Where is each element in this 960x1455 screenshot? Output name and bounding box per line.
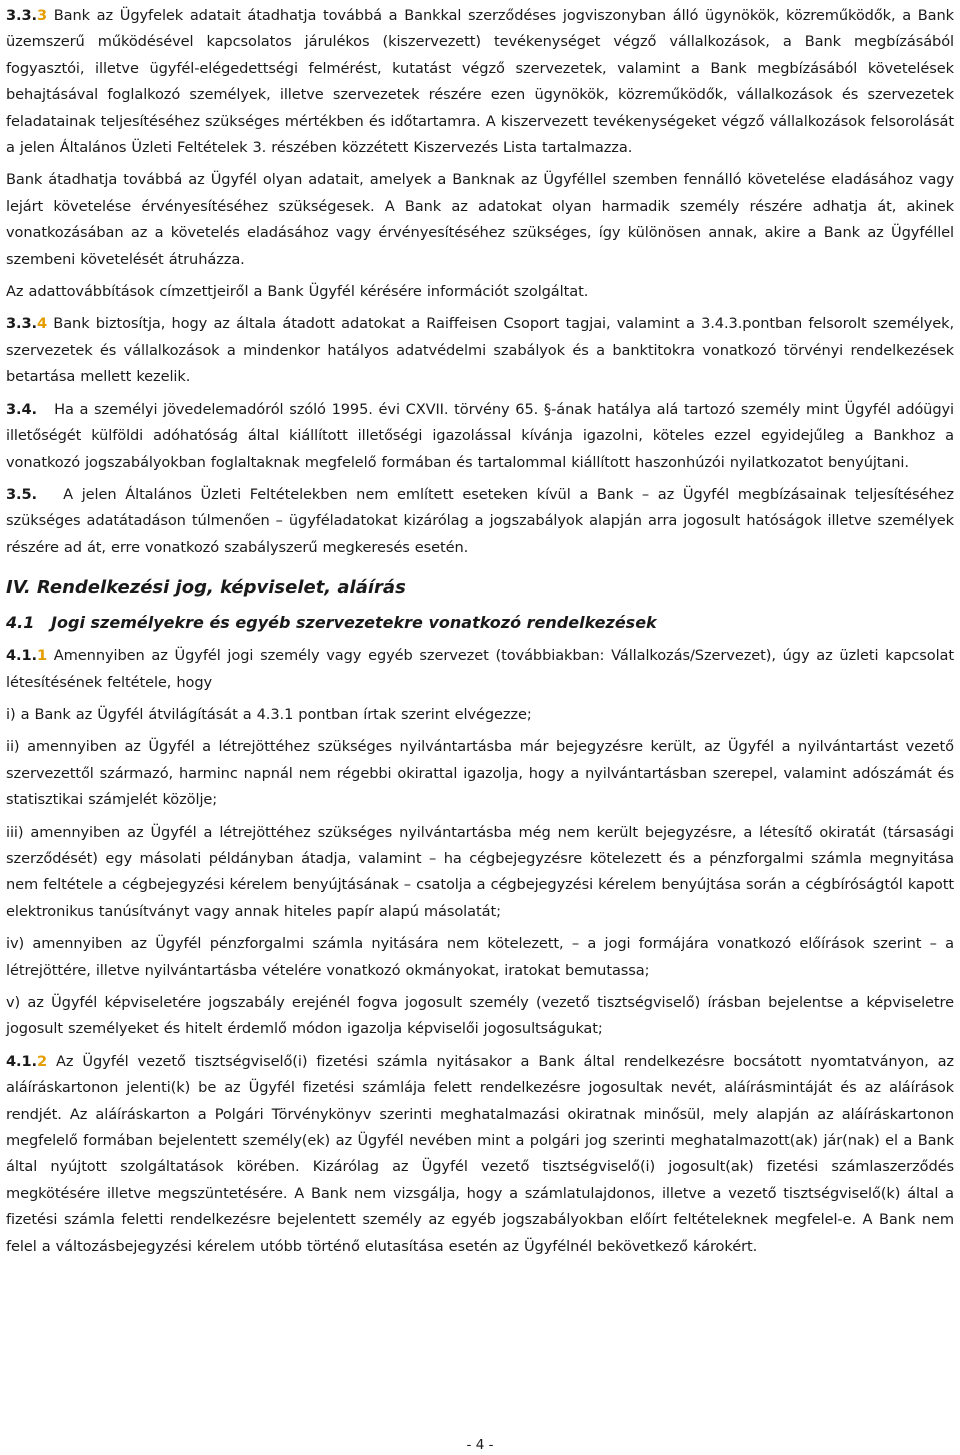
section-number-suffix: 2: [37, 1052, 48, 1070]
list-item-ii: [6, 734, 954, 813]
paragraph-text: Ha a személyi jövedelemadóról szóló 1995. évi CXVII. törvény 65. §-ának hatálya alá tartozó személy mint Ügyfél adóügyi illetőségét külföldi adóhatóság által kiállított illetőségi igazolással kívánja igazolni, köteles ezzel egyidejűleg a Bankhoz a vonatkozó jogszabályokban foglaltaknak megfelelő formában és tartalommal kiállított haszonhúzói nyilatkozatot benyújtani.: [6, 400, 960, 471]
paragraph-4-1-2: [6, 1049, 954, 1260]
list-item-i: [6, 702, 954, 728]
paragraph-3-4: [6, 397, 960, 476]
list-item-text: iii) amennyiben az Ügyfél a létrejöttéhez szükséges nyilvántartásba még nem került bejegyzésre, a létesítő okiratát (társasági szerződését) egy másolati példányban átadja, valamint – ha cégbejegyzésre kötelezett és a pénzforgalmi számla megnyitása nem feltétele a cégbejegyzési kérelem benyújtásának – csatolja a cégbejegyzési kérelem benyújtása során a cégbíróságtól kapott elektronikus tanúsítványt vagy annak hiteles papír alapú másolatát;: [6, 823, 954, 920]
list-item-iv: [6, 931, 954, 984]
page-number: - 4 -: [466, 1437, 494, 1453]
chapter-heading-iv: IV. Rendelkezési jog, képviselet, aláírás: [6, 577, 406, 599]
paragraph-text: Az adattovábbítások címzettjeiről a Bank Ügyfél kérésére információt szolgáltat.: [6, 283, 589, 301]
paragraph-recipients-info: [6, 279, 954, 305]
paragraph-text: Bank biztosítja, hogy az általa átadott adatokat a Raiffeisen Csoport tagjai, valamint a 3.4.3.pontban felsorolt személyek, szervezetek és vállalkozások a mindenkor hatályos adatvédelmi szabályok és a banktitokra vonatkozó törvényi rendelkezések betartása mellett kezelik.: [6, 315, 954, 386]
section-number: 3.3.: [6, 7, 37, 24]
list-item-text: i) a Bank az Ügyfél átvilágítását a 4.3.1 pontban írtak szerint elvégezze;: [6, 705, 532, 723]
section-title: Jogi személyekre és egyéb szervezetekre vonatkozó rendelkezések: [34, 613, 657, 633]
section-number: 4.1.: [6, 1052, 37, 1070]
section-number: 3.5.: [6, 485, 37, 503]
paragraph-text: Az Ügyfél vezető tisztségviselő(i) fizetési számla nyitásakor a Bank által rendelkezésre bocsátott nyomtatványon, az aláíráskartonon jelenti(k) be az Ügyfél fizetési számlája felett rendelkezésre jogosultak nevét, aláírásmintáját és az aláírások rendjét. Az aláíráskarton a Polgári Törvénykönyv szerinti meghatalmazási okiratnak minősül, mely alapján az aláíráskartonon megfelelő formában bejelentett személy(ek) az Ügyfél nevében mint a polgári jog szerinti meghatalmazott(ak) jár(nak) el a Bank által nyújtott szolgáltatások körében. Kizárólag az Ügyfél vezető tisztségviselő(i) jogosult(ak) fizetési számlaszerződés megkötésére illetve megszüntetésére. A Bank nem vizsgálja, hogy a számlatulajdonos, illetve a vezető tisztségviselő(k) által a fizetési számla feletti rendelkezésre bejelentett személy az egyéb jogszabályokban előírt feltételeknek megfelel-e. A Bank nem felel a változásbejegyzési kérelem utóbb történő elutasítása esetén az Ügyfélnél bekövetkező károkért.: [6, 1052, 954, 1255]
paragraph-text: Bank az Ügyfelek adatait átadhatja továbbá a Bankkal szerződéses jogviszonyban álló ügynökök, közreműködők, a Bank üzemszerű működésével kapcsolatos járulékos (kiszervezett) tevékenységet végző vállalkozások, a Bank megbízásából fogyasztói, illetve ügyfél-elégedettségi felmérést, kutatást végző szervezetek, valamint a Bank megbízásából követelések behajtásával foglalkozó személyek, illetve szervezetek részére ezen ügynökök, közreműködők, vállalkozások és szervezetek feladatainak teljesítéséhez szükséges mértékben és időtartamra. A kiszervezett tevékenységeket végző vállalkozások felsorolását a jelen Általános Üzleti Feltételek 3. részében közzétett Kiszervezés Lista tartalmazza.: [6, 7, 954, 157]
paragraph-claims-transfer: [6, 167, 954, 273]
list-item-text: v) az Ügyfél képviseletére jogszabály erejénél fogva jogosult személy (vezető tisztségviselő) írásban bejelentse a képviseletre jogosult személyeket és hitelt érdemlő módon igazolja képviselői jogosultságukat;: [6, 994, 954, 1038]
section-number: 3.4.: [6, 400, 37, 418]
paragraph-3-5: [6, 482, 960, 561]
paragraph-3-3-3: [6, 3, 954, 161]
paragraph-text: Amennyiben az Ügyfél jogi személy vagy egyéb szervezet (továbbiakban: Vállalkozás/Szervezet), úgy az üzleti kapcsolat létesítésének feltétele, hogy: [6, 647, 954, 691]
list-item-text: ii) amennyiben az Ügyfél a létrejöttéhez szükséges nyilvántartásba már bejegyzésre került, az Ügyfél a nyilvántartást vezető szervezettől származó, harminc napnál nem régebbi okirattal igazolja, hogy a nyilvántartásban szerepel, valamint adószámát és statisztikai számjelét közölje;: [6, 738, 954, 809]
section-number-suffix: 4: [37, 315, 48, 333]
list-item-v: [6, 990, 954, 1043]
list-item-text: iv) amennyiben az Ügyfél pénzforgalmi számla nyitására nem kötelezett, – a jogi formájára vonatkozó előírások szerint – a létrejöttére, illetve nyilvántartásba vételére vonatkozó okmányokat, iratokat bemutassa;: [6, 935, 954, 979]
section-number-suffix: 3: [37, 7, 48, 24]
section-number-suffix: 1: [37, 647, 48, 665]
paragraph-text: A jelen Általános Üzleti Feltételekben nem említett eseteken kívül a Bank – az Ügyfél megbízásainak teljesítéséhez szükséges adatátadáson túlmenően – ügyféladatokat kizárólag a jogszabályok alapján arra jogosult hatóságok illetve személyek részére ad át, erre vonatkozó szabályszerű megkeresés esetén.: [6, 485, 960, 556]
section-number: 4.1: [6, 613, 35, 633]
paragraph-text: Bank átadhatja továbbá az Ügyfél olyan adatait, amelyek a Banknak az Ügyféllel szemben fennálló követelése eladásához vagy lejárt követelése érvényesítéséhez szükségesek. A Bank az adatokat olyan harmadik személy részére adhatja át, akinek vonatkozásában az a követelés eladásához vagy érvényesítéséhez szükséges, így különösen annak, akire a Bank az Ügyféllel szembeni követelését átruházza.: [6, 171, 954, 268]
section-heading-4-1: [6, 609, 954, 637]
section-number: 4.1.: [6, 647, 37, 665]
paragraph-4-1-1: [6, 643, 954, 696]
paragraph-3-3-4: [6, 311, 954, 390]
section-number: 3.3.: [6, 315, 37, 333]
list-item-iii: [6, 820, 954, 926]
